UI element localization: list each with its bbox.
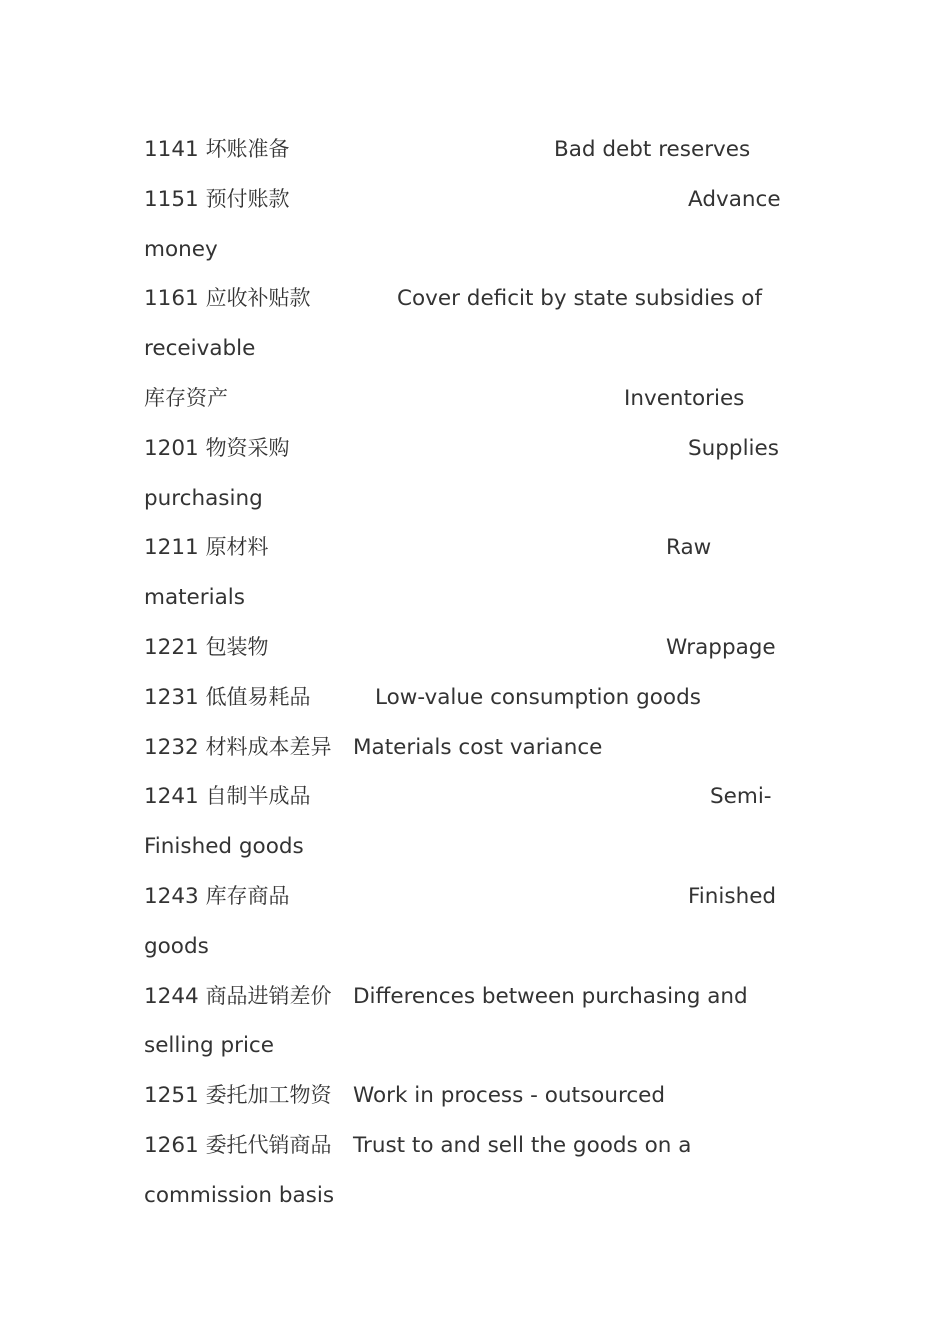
- account-name-zh: 委托代销商品: [205, 1132, 332, 1157]
- account-name-en: Cover deficit by state subsidies of: [397, 286, 763, 312]
- account-entry-1251: [144, 1071, 794, 1121]
- account-name-zh: 应收补贴款: [205, 286, 311, 311]
- account-name-en-continued: selling price: [144, 1033, 274, 1059]
- account-entry-1221: [144, 623, 794, 673]
- account-name-en: Low-value consumption goods: [375, 684, 701, 710]
- account-code: 1211: [144, 535, 199, 561]
- account-name-zh: 包装物: [205, 634, 269, 659]
- account-entry-1243: [144, 872, 794, 922]
- account-entry-1261: [144, 1121, 794, 1171]
- account-entry-1201: [144, 424, 794, 474]
- account-code: 1251: [144, 1083, 199, 1109]
- account-name-en: Supplies: [688, 435, 779, 461]
- section-name-zh: 库存资产: [144, 385, 228, 410]
- account-entry-1244: [144, 972, 794, 1022]
- account-name-en: Differences between purchasing and: [353, 983, 748, 1009]
- account-entry-1241: [144, 772, 794, 822]
- account-code: 1151: [144, 186, 199, 212]
- account-entry-continuation: [144, 922, 794, 972]
- document-body: [144, 125, 794, 1221]
- account-entry-1231: [144, 673, 794, 723]
- account-name-zh: 库存商品: [205, 883, 290, 908]
- account-name-en-continued: receivable: [144, 336, 256, 362]
- account-entry-continuation: [144, 1021, 794, 1071]
- account-entry-1141: [144, 125, 794, 175]
- account-name-zh: 物资采购: [205, 435, 290, 460]
- account-entry-1232: [144, 723, 794, 773]
- account-entry-1211: [144, 523, 794, 573]
- account-name-en: Bad debt reserves: [554, 137, 751, 162]
- account-code: 1201: [144, 435, 199, 461]
- account-name-zh: 低值易耗品: [205, 684, 311, 709]
- account-name-zh: 材料成本差异: [205, 734, 332, 759]
- account-name-en: Finished: [688, 883, 777, 909]
- account-name-en: Materials cost variance: [353, 734, 603, 760]
- account-name-zh: 商品进销差价: [205, 983, 332, 1008]
- account-code: 1261: [144, 1132, 199, 1158]
- account-name-en-continued: commission basis: [144, 1182, 335, 1208]
- account-entry-continuation: [144, 324, 794, 374]
- account-entry-continuation: [144, 573, 794, 623]
- account-name-zh: 坏账准备: [205, 137, 290, 161]
- account-entry-continuation: [144, 822, 794, 872]
- account-code: 1244: [144, 983, 199, 1009]
- account-code: 1232: [144, 734, 199, 760]
- account-name-zh: 自制半成品: [205, 784, 311, 809]
- account-name-en: Raw: [666, 535, 712, 561]
- account-name-zh: 原材料: [205, 535, 269, 560]
- account-name-en-continued: money: [144, 236, 218, 262]
- account-name-en: Semi-: [710, 784, 772, 810]
- account-code: 1243: [144, 883, 199, 909]
- account-entry-continuation: [144, 225, 794, 275]
- account-code: 1221: [144, 634, 199, 660]
- account-name-en-continued: materials: [144, 585, 245, 611]
- account-name-en: Advance: [688, 186, 781, 212]
- account-code: 1161: [144, 286, 199, 312]
- account-entry-1161: [144, 274, 794, 324]
- account-entry-1151: [144, 175, 794, 225]
- account-name-en-continued: Finished goods: [144, 834, 304, 860]
- account-name-en: Wrappage: [666, 634, 776, 660]
- account-code: 1241: [144, 784, 199, 810]
- account-name-en-continued: goods: [144, 933, 209, 959]
- account-name-en: Trust to and sell the goods on a: [353, 1132, 692, 1158]
- account-name-en-continued: purchasing: [144, 485, 263, 511]
- account-name-zh: 委托加工物资: [205, 1083, 332, 1108]
- section-name-en: Inventories: [624, 385, 745, 411]
- account-name-zh: 预付账款: [205, 186, 290, 211]
- account-name-en: Work in process - outsourced: [353, 1083, 666, 1109]
- account-entry-continuation: [144, 474, 794, 524]
- account-entry-continuation: [144, 1171, 794, 1221]
- account-code: 1231: [144, 684, 199, 710]
- section-heading-inventories: [144, 374, 794, 424]
- account-code: 1141: [144, 137, 199, 162]
